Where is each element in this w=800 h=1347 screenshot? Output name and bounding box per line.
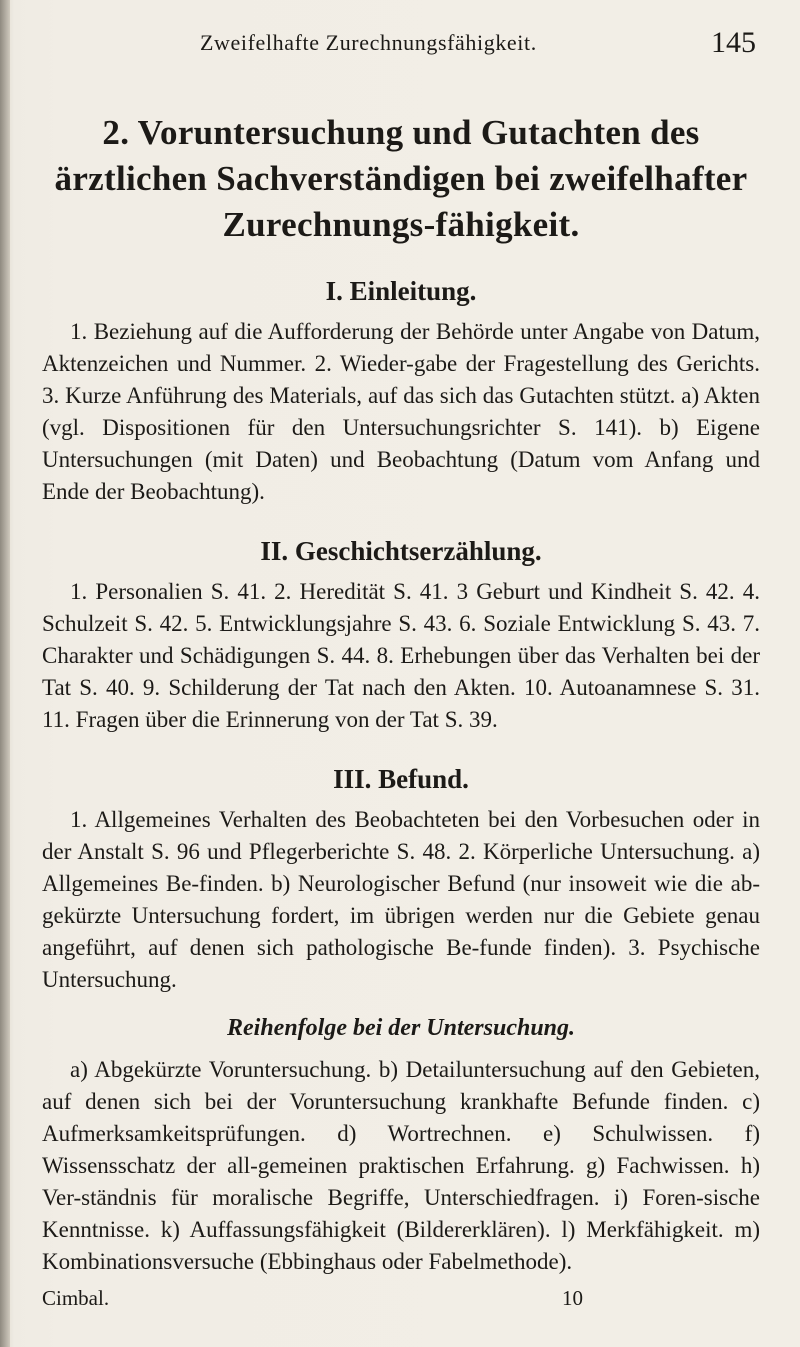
section-geschichtserzaehlung [42,534,760,736]
running-head [0,26,800,70]
page-content [42,110,760,1298]
sheet-number: 10 [562,1286,583,1310]
page-spine-shadow [0,0,10,1347]
section-paragraph: 1. Personalien S. 41. 2. Heredität S. 41. 3 Geburt und Kindheit S. 42. 4. Schulzeit S. 42. 5. Entwicklungsjahre S. 43. 6. Soziale Entwicklung S. 43. 7. Charakter und Schädigungen S. 44. 8. Erhebungen über das Verhalten bei der Tat S. 40. 9. Schilderung der Tat nach den Akten. 10. Autoanamnese S. 31. 11. Fragen über die Erinnerung von der Tat S. 39. [42,579,760,732]
section-paragraph: 1. Beziehung auf die Aufforderung der Behörde unter Angabe von Datum, Aktenzeichen und Nummer. 2. Wieder-gabe der Fragestellung des Gerichts. 3. Kurze Anführung des Materials, auf das sich das Gutachten stützt. a) Akten (vgl. Dispositionen für den Untersuchungsrichter S. 141). b) Eigene Untersuchungen (mit Daten) und Beobachtung (Datum vom Anfang und Ende der Beobachtung). [42,319,760,504]
page-footer [0,1286,800,1316]
section-einleitung [42,274,760,508]
section-befund [42,762,760,1278]
section-heading: II. Geschichtserzählung. [260,536,542,566]
subsection-paragraph: a) Abgekürzte Voruntersuchung. b) Detailuntersuchung auf den Gebieten, auf denen sich bei der Voruntersuchung krankhafte Befunde finden. c) Aufmerksamkeitsprüfungen. d) Wortrechnen. e) Schulwissen. f) Wissensschatz der all-gemeinen praktischen Erfahrung. g) Fachwissen. h) Ver-ständnis für moralische Begriffe, Unterschiedfragen. i) Foren-sische Kenntnisse. k) Auffassungsfähigkeit (Bildererklären). l) Merkfähigkeit. m) Kombinationsversuche (Ebbinghaus oder Fabelmethode). [42,1057,760,1274]
running-title: Zweifelhafte Zurechnungsfähigkeit. [200,30,537,55]
chapter-title: 2. Voruntersuchung und Gutachten des ärztlichen Sachverständigen bei zweifelhafter Zurechnungs-fähigkeit. [54,113,748,244]
printer-signature: Cimbal. [42,1286,110,1310]
section-paragraph: 1. Allgemeines Verhalten des Beobachteten bei den Vorbesuchen oder in der Anstalt S. 96 und Pflegerberichte S. 48. 2. Körperliche Untersuchung. a) Allgemeines Be-finden. b) Neurologischer Befund (nur insoweit wie die ab-gekürzte Untersuchung fordert, im übrigen werden nur die Gebiete genau angeführt, auf denen sich pathologische Be-funde finden). 3. Psychische Untersuchung. [42,807,760,992]
subsection-heading: Reihenfolge bei der Untersuchung. [226,1015,576,1041]
page-number: 145 [711,26,756,59]
section-heading: I. Einleitung. [325,276,477,306]
section-heading: III. Befund. [333,764,469,794]
